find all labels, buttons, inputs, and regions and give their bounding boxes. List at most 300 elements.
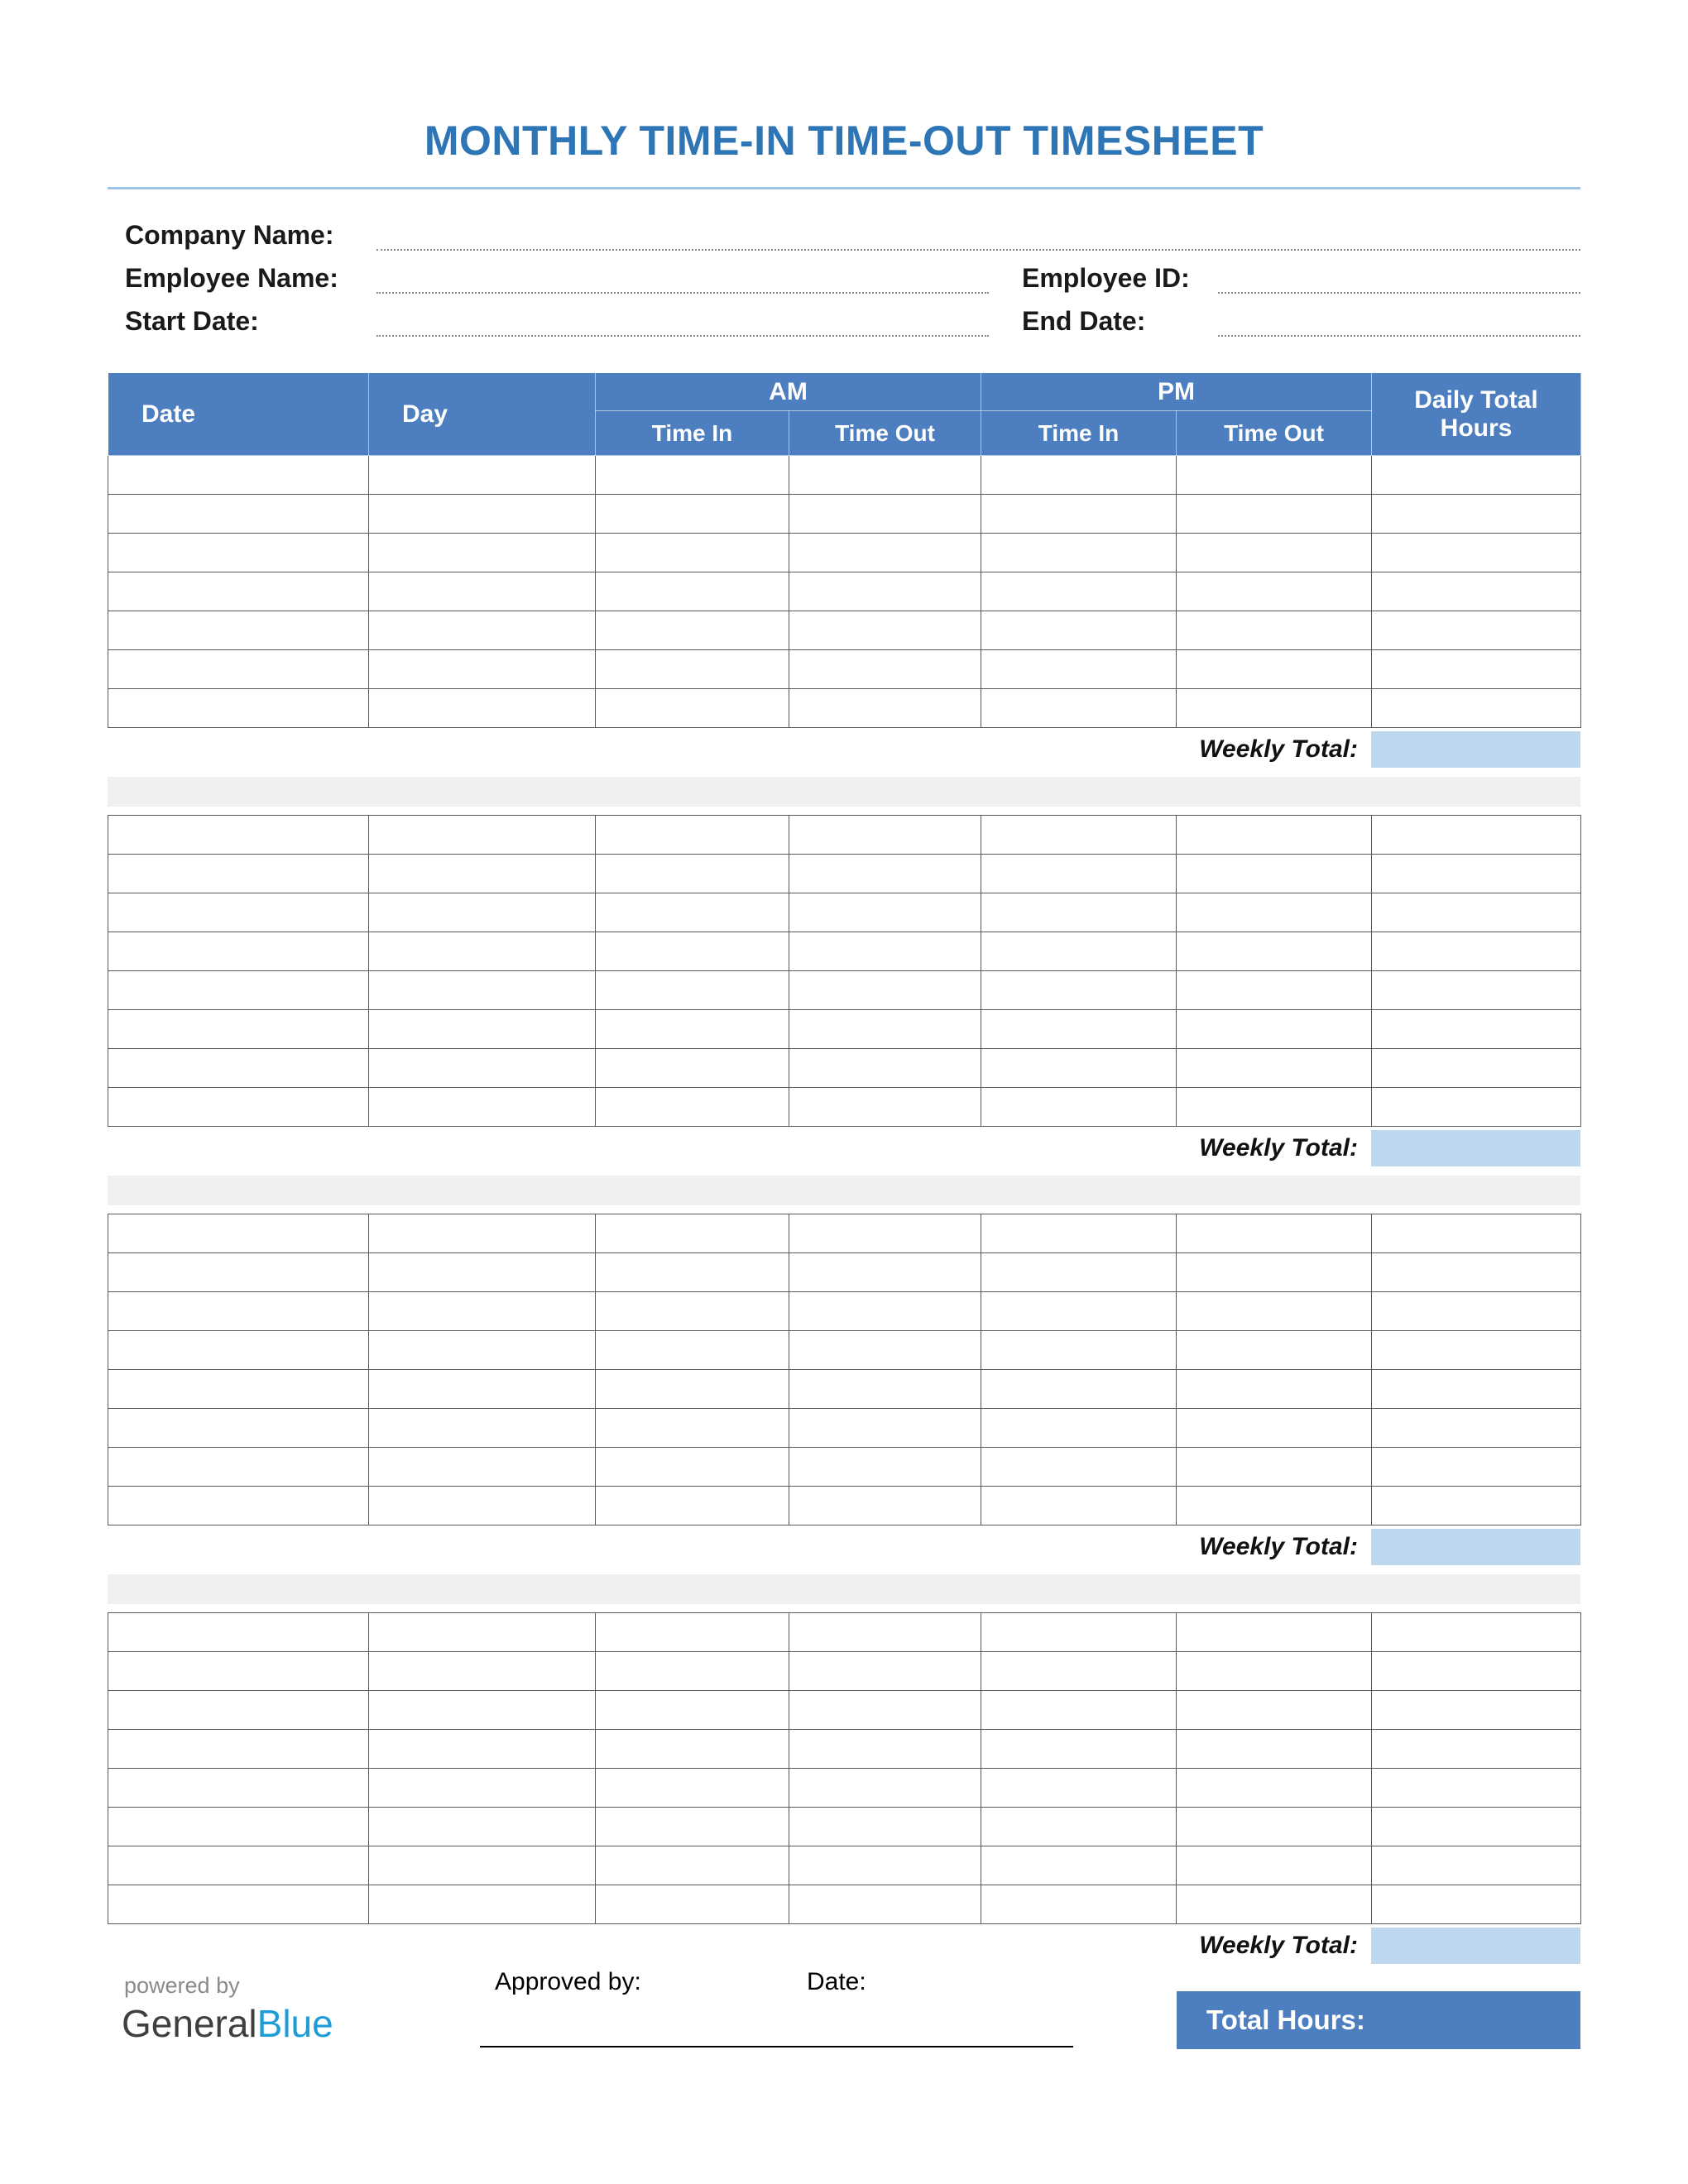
cell-pm-time-out[interactable] xyxy=(1177,1808,1372,1846)
cell-pm-time-out[interactable] xyxy=(1177,1331,1372,1370)
approved-by-label: Approved by: xyxy=(495,1968,641,1995)
cell-pm-time-in[interactable] xyxy=(981,1010,1177,1049)
cell-day[interactable] xyxy=(369,1409,596,1448)
col-header-pm: PM xyxy=(981,373,1372,411)
cell-am-time-out[interactable] xyxy=(789,495,981,534)
cell-pm-time-out[interactable] xyxy=(1177,932,1372,971)
timesheet-row xyxy=(108,534,1581,572)
timesheet-row xyxy=(108,1370,1581,1409)
week-3-rows xyxy=(108,1214,1581,1525)
cell-daily-total-hours[interactable] xyxy=(1372,1088,1581,1127)
cell-daily-total-hours[interactable] xyxy=(1372,689,1581,728)
cell-pm-time-out[interactable] xyxy=(1177,1448,1372,1487)
cell-day[interactable] xyxy=(369,650,596,689)
timesheet-row xyxy=(108,1409,1581,1448)
cell-daily-total-hours[interactable] xyxy=(1372,932,1581,971)
weekly-total-value-cell[interactable] xyxy=(1371,1130,1580,1166)
cell-am-time-in[interactable] xyxy=(596,572,789,611)
cell-pm-time-out[interactable] xyxy=(1177,855,1372,893)
cell-pm-time-out[interactable] xyxy=(1177,1214,1372,1253)
cell-daily-total-hours[interactable] xyxy=(1372,1808,1581,1846)
cell-am-time-out[interactable] xyxy=(789,1691,981,1730)
cell-daily-total-hours[interactable] xyxy=(1372,1846,1581,1885)
timesheet-row xyxy=(108,1885,1581,1924)
cell-date[interactable] xyxy=(108,534,369,572)
cell-day[interactable] xyxy=(369,1730,596,1769)
timesheet-table-week-3 xyxy=(108,1214,1581,1525)
cell-day[interactable] xyxy=(369,1253,596,1292)
weekly-total-label: Weekly Total: xyxy=(1199,1533,1358,1560)
cell-am-time-in[interactable] xyxy=(596,1253,789,1292)
cell-pm-time-in[interactable] xyxy=(981,534,1177,572)
cell-daily-total-hours[interactable] xyxy=(1372,971,1581,1010)
cell-am-time-in[interactable] xyxy=(596,495,789,534)
cell-am-time-in[interactable] xyxy=(596,534,789,572)
cell-am-time-out[interactable] xyxy=(789,1010,981,1049)
cell-daily-total-hours[interactable] xyxy=(1372,611,1581,650)
week-separator xyxy=(108,1574,1580,1604)
cell-pm-time-in[interactable] xyxy=(981,1253,1177,1292)
cell-pm-time-in[interactable] xyxy=(981,1808,1177,1846)
cell-pm-time-in[interactable] xyxy=(981,1292,1177,1331)
cell-date[interactable] xyxy=(108,572,369,611)
cell-pm-time-out[interactable] xyxy=(1177,1253,1372,1292)
cell-am-time-out[interactable] xyxy=(789,1846,981,1885)
page-content xyxy=(108,0,1580,2184)
weekly-total-label: Weekly Total: xyxy=(1199,1932,1358,1959)
cell-date[interactable] xyxy=(108,1613,369,1652)
company-name-field[interactable] xyxy=(376,208,1580,251)
cell-am-time-out[interactable] xyxy=(789,1409,981,1448)
cell-day[interactable] xyxy=(369,1448,596,1487)
weekly-total-value-cell[interactable] xyxy=(1371,1529,1580,1565)
powered-by-text: powered by xyxy=(124,1973,240,1998)
cell-pm-time-in[interactable] xyxy=(981,1049,1177,1088)
cell-pm-time-in[interactable] xyxy=(981,1730,1177,1769)
employee-name-field[interactable] xyxy=(376,251,989,294)
cell-date[interactable] xyxy=(108,611,369,650)
cell-pm-time-out[interactable] xyxy=(1177,689,1372,728)
cell-daily-total-hours[interactable] xyxy=(1372,1487,1581,1525)
weekly-total-label: Weekly Total: xyxy=(1199,735,1358,763)
cell-am-time-out[interactable] xyxy=(789,855,981,893)
col-header-daily-total-hours: Daily Total Hours xyxy=(1372,373,1581,456)
cell-pm-time-in[interactable] xyxy=(981,855,1177,893)
cell-daily-total-hours[interactable] xyxy=(1372,855,1581,893)
timesheet-row xyxy=(108,855,1581,893)
cell-day[interactable] xyxy=(369,1010,596,1049)
cell-am-time-in[interactable] xyxy=(596,855,789,893)
cell-pm-time-out[interactable] xyxy=(1177,1049,1372,1088)
cell-daily-total-hours[interactable] xyxy=(1372,816,1581,855)
cell-pm-time-out[interactable] xyxy=(1177,893,1372,932)
cell-pm-time-in[interactable] xyxy=(981,572,1177,611)
cell-am-time-in[interactable] xyxy=(596,1049,789,1088)
cell-daily-total-hours[interactable] xyxy=(1372,1652,1581,1691)
cell-day[interactable] xyxy=(369,1885,596,1924)
cell-pm-time-in[interactable] xyxy=(981,1409,1177,1448)
week-1-rows xyxy=(108,456,1581,728)
cell-date[interactable] xyxy=(108,689,369,728)
col-header-pm-time-out: Time Out xyxy=(1177,411,1372,456)
cell-pm-time-in[interactable] xyxy=(981,495,1177,534)
week-1-total-row xyxy=(108,730,1580,769)
cell-day[interactable] xyxy=(369,855,596,893)
cell-am-time-in[interactable] xyxy=(596,932,789,971)
cell-pm-time-in[interactable] xyxy=(981,1088,1177,1127)
cell-am-time-in[interactable] xyxy=(596,893,789,932)
timesheet-row xyxy=(108,1487,1581,1525)
cell-pm-time-out[interactable] xyxy=(1177,495,1372,534)
cell-daily-total-hours[interactable] xyxy=(1372,893,1581,932)
cell-daily-total-hours[interactable] xyxy=(1372,534,1581,572)
cell-am-time-out[interactable] xyxy=(789,572,981,611)
week-4-section xyxy=(108,1612,1580,1965)
cell-am-time-in[interactable] xyxy=(596,1331,789,1370)
cell-am-time-out[interactable] xyxy=(789,650,981,689)
cell-pm-time-in[interactable] xyxy=(981,1214,1177,1253)
cell-pm-time-out[interactable] xyxy=(1177,1409,1372,1448)
timesheet-row xyxy=(108,971,1581,1010)
cell-date[interactable] xyxy=(108,1691,369,1730)
timesheet-row xyxy=(108,1448,1581,1487)
cell-day[interactable] xyxy=(369,495,596,534)
cell-day[interactable] xyxy=(369,932,596,971)
cell-day[interactable] xyxy=(369,1370,596,1409)
cell-am-time-out[interactable] xyxy=(789,1253,981,1292)
cell-am-time-in[interactable] xyxy=(596,1010,789,1049)
cell-pm-time-out[interactable] xyxy=(1177,1088,1372,1127)
cell-daily-total-hours[interactable] xyxy=(1372,1691,1581,1730)
timesheet-row xyxy=(108,1730,1581,1769)
end-date-field[interactable] xyxy=(1218,294,1580,337)
cell-daily-total-hours[interactable] xyxy=(1372,495,1581,534)
timesheet-row xyxy=(108,1088,1581,1127)
cell-pm-time-in[interactable] xyxy=(981,1691,1177,1730)
cell-daily-total-hours[interactable] xyxy=(1372,572,1581,611)
cell-date[interactable] xyxy=(108,495,369,534)
cell-daily-total-hours[interactable] xyxy=(1372,1292,1581,1331)
cell-am-time-out[interactable] xyxy=(789,1769,981,1808)
cell-pm-time-out[interactable] xyxy=(1177,611,1372,650)
cell-date[interactable] xyxy=(108,932,369,971)
weekly-total-label: Weekly Total: xyxy=(1199,1134,1358,1161)
cell-am-time-in[interactable] xyxy=(596,1487,789,1525)
cell-pm-time-in[interactable] xyxy=(981,456,1177,495)
timesheet-row xyxy=(108,816,1581,855)
cell-am-time-out[interactable] xyxy=(789,456,981,495)
cell-day[interactable] xyxy=(369,1088,596,1127)
timesheet-row xyxy=(108,1292,1581,1331)
cell-date[interactable] xyxy=(108,1487,369,1525)
cell-pm-time-out[interactable] xyxy=(1177,650,1372,689)
employee-id-label: Employee ID: xyxy=(1022,263,1190,293)
col-header-am-time-in: Time In xyxy=(596,411,789,456)
cell-am-time-in[interactable] xyxy=(596,1214,789,1253)
cell-date[interactable] xyxy=(108,816,369,855)
cell-daily-total-hours[interactable] xyxy=(1372,650,1581,689)
cell-am-time-in[interactable] xyxy=(596,1613,789,1652)
cell-daily-total-hours[interactable] xyxy=(1372,1049,1581,1088)
cell-pm-time-out[interactable] xyxy=(1177,456,1372,495)
cell-day[interactable] xyxy=(369,1808,596,1846)
cell-date[interactable] xyxy=(108,1885,369,1924)
cell-pm-time-in[interactable] xyxy=(981,932,1177,971)
cell-am-time-out[interactable] xyxy=(789,1808,981,1846)
cell-date[interactable] xyxy=(108,1409,369,1448)
cell-am-time-out[interactable] xyxy=(789,1652,981,1691)
cell-date[interactable] xyxy=(108,1448,369,1487)
cell-am-time-in[interactable] xyxy=(596,816,789,855)
cell-pm-time-in[interactable] xyxy=(981,893,1177,932)
cell-day[interactable] xyxy=(369,1292,596,1331)
cell-pm-time-in[interactable] xyxy=(981,611,1177,650)
cell-am-time-in[interactable] xyxy=(596,1808,789,1846)
cell-pm-time-out[interactable] xyxy=(1177,1292,1372,1331)
cell-day[interactable] xyxy=(369,1214,596,1253)
cell-am-time-out[interactable] xyxy=(789,893,981,932)
cell-daily-total-hours[interactable] xyxy=(1372,1214,1581,1253)
cell-day[interactable] xyxy=(369,1049,596,1088)
cell-pm-time-in[interactable] xyxy=(981,1769,1177,1808)
cell-day[interactable] xyxy=(369,1691,596,1730)
cell-pm-time-out[interactable] xyxy=(1177,1370,1372,1409)
cell-am-time-out[interactable] xyxy=(789,1613,981,1652)
cell-am-time-in[interactable] xyxy=(596,1652,789,1691)
cell-pm-time-out[interactable] xyxy=(1177,1769,1372,1808)
cell-am-time-out[interactable] xyxy=(789,1370,981,1409)
cell-date[interactable] xyxy=(108,1049,369,1088)
cell-date[interactable] xyxy=(108,855,369,893)
cell-am-time-out[interactable] xyxy=(789,971,981,1010)
cell-am-time-in[interactable] xyxy=(596,611,789,650)
cell-date[interactable] xyxy=(108,1846,369,1885)
timesheet-table-week-2 xyxy=(108,815,1581,1127)
table-header xyxy=(108,373,1581,456)
week-4-rows xyxy=(108,1613,1581,1924)
approved-by-field[interactable] xyxy=(654,1968,794,2001)
cell-daily-total-hours[interactable] xyxy=(1372,1253,1581,1292)
start-date-field[interactable] xyxy=(376,294,989,337)
cell-pm-time-out[interactable] xyxy=(1177,1652,1372,1691)
cell-am-time-in[interactable] xyxy=(596,1846,789,1885)
cell-date[interactable] xyxy=(108,1253,369,1292)
cell-am-time-in[interactable] xyxy=(596,456,789,495)
cell-pm-time-out[interactable] xyxy=(1177,1846,1372,1885)
cell-pm-time-in[interactable] xyxy=(981,1846,1177,1885)
cell-date[interactable] xyxy=(108,456,369,495)
cell-date[interactable] xyxy=(108,1292,369,1331)
start-date-label: Start Date: xyxy=(125,306,259,336)
cell-date[interactable] xyxy=(108,1730,369,1769)
generalblue-logo xyxy=(122,2003,333,2044)
timesheet-row xyxy=(108,1846,1581,1885)
cell-am-time-in[interactable] xyxy=(596,1448,789,1487)
cell-am-time-in[interactable] xyxy=(596,1292,789,1331)
cell-date[interactable] xyxy=(108,1010,369,1049)
cell-pm-time-out[interactable] xyxy=(1177,971,1372,1010)
cell-day[interactable] xyxy=(369,971,596,1010)
cell-pm-time-out[interactable] xyxy=(1177,1487,1372,1525)
cell-daily-total-hours[interactable] xyxy=(1372,1730,1581,1769)
cell-pm-time-in[interactable] xyxy=(981,1885,1177,1924)
timesheet-row xyxy=(108,572,1581,611)
cell-day[interactable] xyxy=(369,1613,596,1652)
timesheet-row xyxy=(108,893,1581,932)
cell-day[interactable] xyxy=(369,1769,596,1808)
cell-am-time-in[interactable] xyxy=(596,1730,789,1769)
cell-am-time-in[interactable] xyxy=(596,971,789,1010)
timesheet-row xyxy=(108,1331,1581,1370)
cell-date[interactable] xyxy=(108,971,369,1010)
cell-pm-time-in[interactable] xyxy=(981,1331,1177,1370)
cell-daily-total-hours[interactable] xyxy=(1372,1885,1581,1924)
cell-am-time-out[interactable] xyxy=(789,1292,981,1331)
timesheet-table-week-1 xyxy=(108,372,1581,728)
cell-pm-time-in[interactable] xyxy=(981,1613,1177,1652)
brand-general-text: General xyxy=(122,2002,257,2045)
timesheet-row xyxy=(108,1613,1581,1652)
cell-am-time-out[interactable] xyxy=(789,1331,981,1370)
cell-pm-time-in[interactable] xyxy=(981,1370,1177,1409)
week-2-total-row xyxy=(108,1129,1580,1167)
cell-date[interactable] xyxy=(108,1769,369,1808)
brand-blue-text: Blue xyxy=(257,2002,333,2045)
timesheet-row xyxy=(108,1652,1581,1691)
cell-daily-total-hours[interactable] xyxy=(1372,1769,1581,1808)
cell-am-time-out[interactable] xyxy=(789,611,981,650)
cell-daily-total-hours[interactable] xyxy=(1372,1448,1581,1487)
col-header-am: AM xyxy=(596,373,981,411)
cell-pm-time-out[interactable] xyxy=(1177,1010,1372,1049)
cell-day[interactable] xyxy=(369,1652,596,1691)
start-date-row xyxy=(108,294,1580,337)
cell-pm-time-in[interactable] xyxy=(981,1448,1177,1487)
page-footer xyxy=(108,1968,1580,2184)
cell-pm-time-out[interactable] xyxy=(1177,1613,1372,1652)
cell-am-time-out[interactable] xyxy=(789,1487,981,1525)
timesheet-row xyxy=(108,1049,1581,1088)
cell-pm-time-out[interactable] xyxy=(1177,1691,1372,1730)
timesheet-row xyxy=(108,1214,1581,1253)
cell-am-time-out[interactable] xyxy=(789,1448,981,1487)
cell-day[interactable] xyxy=(369,816,596,855)
cell-day[interactable] xyxy=(369,456,596,495)
timesheet-row xyxy=(108,689,1581,728)
cell-pm-time-out[interactable] xyxy=(1177,816,1372,855)
cell-day[interactable] xyxy=(369,534,596,572)
weekly-total-value-cell[interactable] xyxy=(1371,1928,1580,1964)
cell-am-time-out[interactable] xyxy=(789,1049,981,1088)
cell-date[interactable] xyxy=(108,1331,369,1370)
cell-am-time-out[interactable] xyxy=(789,1088,981,1127)
cell-day[interactable] xyxy=(369,1846,596,1885)
cell-daily-total-hours[interactable] xyxy=(1372,1010,1581,1049)
timesheet-row xyxy=(108,1769,1581,1808)
total-hours-box xyxy=(1177,1991,1580,2049)
cell-date[interactable] xyxy=(108,650,369,689)
cell-daily-total-hours[interactable] xyxy=(1372,1409,1581,1448)
cell-pm-time-out[interactable] xyxy=(1177,572,1372,611)
cell-pm-time-in[interactable] xyxy=(981,816,1177,855)
cell-am-time-out[interactable] xyxy=(789,534,981,572)
cell-daily-total-hours[interactable] xyxy=(1372,1370,1581,1409)
cell-date[interactable] xyxy=(108,1088,369,1127)
timesheet-row xyxy=(108,650,1581,689)
col-header-date: Date xyxy=(108,373,369,456)
cell-am-time-in[interactable] xyxy=(596,1769,789,1808)
cell-am-time-in[interactable] xyxy=(596,1088,789,1127)
cell-am-time-in[interactable] xyxy=(596,650,789,689)
approval-date-label: Date: xyxy=(807,1968,866,1995)
cell-daily-total-hours[interactable] xyxy=(1372,456,1581,495)
cell-am-time-out[interactable] xyxy=(789,1730,981,1769)
employee-id-field[interactable] xyxy=(1218,251,1580,294)
header-row-top xyxy=(108,373,1581,411)
col-header-pm-time-in: Time In xyxy=(981,411,1177,456)
cell-am-time-out[interactable] xyxy=(789,1885,981,1924)
cell-day[interactable] xyxy=(369,689,596,728)
timesheet-row xyxy=(108,1253,1581,1292)
cell-pm-time-out[interactable] xyxy=(1177,1885,1372,1924)
cell-am-time-in[interactable] xyxy=(596,689,789,728)
header-form xyxy=(108,208,1580,337)
cell-pm-time-out[interactable] xyxy=(1177,1730,1372,1769)
cell-am-time-in[interactable] xyxy=(596,1691,789,1730)
cell-pm-time-in[interactable] xyxy=(981,971,1177,1010)
cell-day[interactable] xyxy=(369,1487,596,1525)
week-4-total-row xyxy=(108,1927,1580,1965)
cell-pm-time-in[interactable] xyxy=(981,689,1177,728)
cell-pm-time-out[interactable] xyxy=(1177,534,1372,572)
cell-pm-time-in[interactable] xyxy=(981,650,1177,689)
cell-date[interactable] xyxy=(108,1808,369,1846)
company-name-row xyxy=(108,208,1580,251)
cell-date[interactable] xyxy=(108,893,369,932)
timesheet-row xyxy=(108,495,1581,534)
cell-pm-time-in[interactable] xyxy=(981,1652,1177,1691)
cell-am-time-in[interactable] xyxy=(596,1885,789,1924)
cell-day[interactable] xyxy=(369,1331,596,1370)
cell-am-time-in[interactable] xyxy=(596,1370,789,1409)
cell-day[interactable] xyxy=(369,611,596,650)
cell-am-time-out[interactable] xyxy=(789,1214,981,1253)
approval-signature-line[interactable] xyxy=(480,2016,1073,2048)
cell-day[interactable] xyxy=(369,893,596,932)
approval-date-field[interactable] xyxy=(885,1968,1067,2001)
timesheet-row xyxy=(108,1691,1581,1730)
cell-date[interactable] xyxy=(108,1214,369,1253)
timesheet-row xyxy=(108,932,1581,971)
cell-am-time-out[interactable] xyxy=(789,689,981,728)
employee-name-label: Employee Name: xyxy=(125,263,338,293)
timesheet-row xyxy=(108,456,1581,495)
cell-am-time-out[interactable] xyxy=(789,816,981,855)
cell-daily-total-hours[interactable] xyxy=(1372,1613,1581,1652)
cell-am-time-in[interactable] xyxy=(596,1409,789,1448)
week-separator xyxy=(108,777,1580,807)
cell-pm-time-in[interactable] xyxy=(981,1487,1177,1525)
cell-date[interactable] xyxy=(108,1370,369,1409)
cell-am-time-out[interactable] xyxy=(789,932,981,971)
week-2-section xyxy=(108,815,1580,1167)
weekly-total-value-cell[interactable] xyxy=(1371,731,1580,768)
cell-daily-total-hours[interactable] xyxy=(1372,1331,1581,1370)
cell-day[interactable] xyxy=(369,572,596,611)
total-hours-label: Total Hours: xyxy=(1206,2004,1365,2035)
company-name-label: Company Name: xyxy=(125,220,334,250)
cell-date[interactable] xyxy=(108,1652,369,1691)
